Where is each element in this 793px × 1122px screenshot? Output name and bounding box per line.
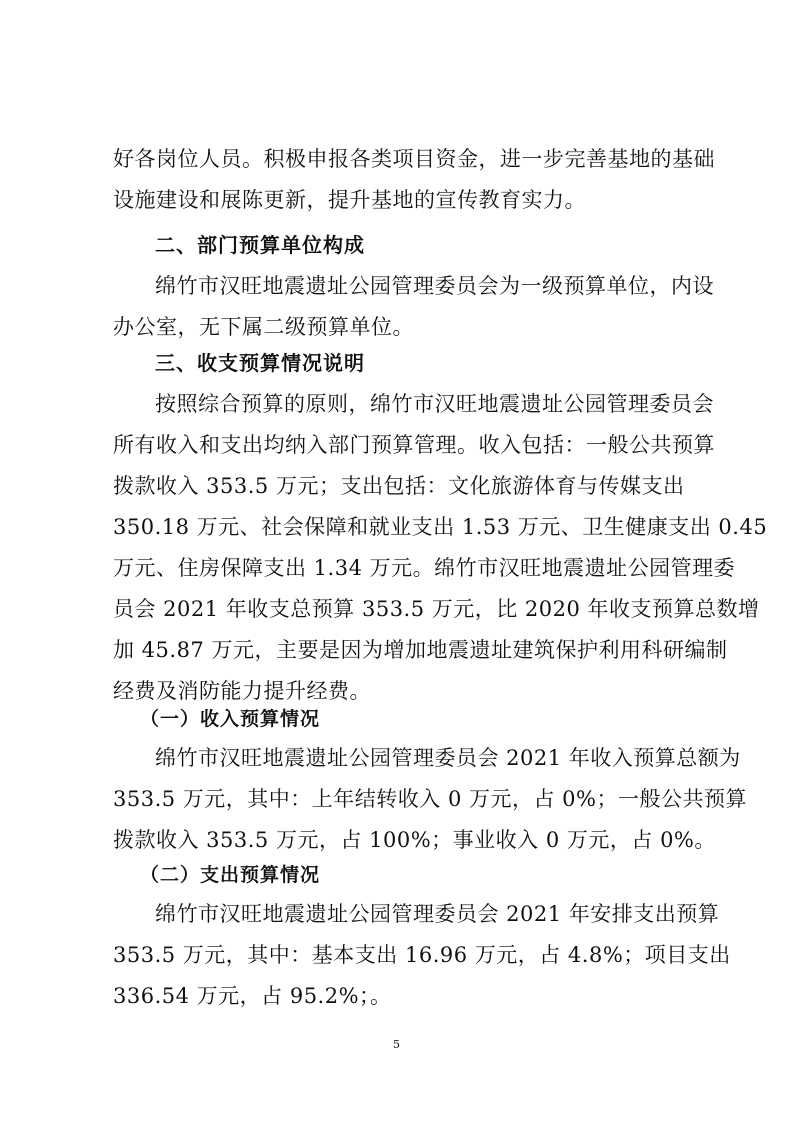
paragraph-line: 员会 2021 年收支总预算 353.5 万元，比 2020 年收支预算总数增 (113, 597, 760, 621)
paragraph-line: 加 45.87 万元，主要是因为增加地震遗址建筑保护利用科研编制 (113, 638, 728, 662)
paragraph-income (113, 738, 747, 861)
paragraph-expenditure (113, 894, 731, 1017)
page-number: 5 (393, 1038, 400, 1051)
paragraph-line: 350.18 万元、社会保障和就业支出 1.53 万元、卫生健康支出 0.45 (113, 515, 768, 539)
paragraph-budget-explanation (113, 384, 768, 712)
paragraph-line: 绵竹市汉旺地震遗址公园管理委员会为一级预算单位，内设 (155, 274, 714, 298)
section-heading-unit-structure: 二、部门预算单位构成 (155, 233, 365, 257)
paragraph-line: 336.54 万元，占 95.2%；。 (113, 984, 392, 1008)
paragraph-line: 办公室，无下属二级预算单位。 (113, 315, 414, 339)
paragraph-line: 按照综合预算的原则，绵竹市汉旺地震遗址公园管理委员会 (155, 392, 714, 416)
paragraph-unit-structure (113, 266, 714, 348)
subsection-heading-income: （一）收入预算情况 (140, 708, 321, 730)
paragraph-line: 万元、住房保障支出 1.34 万元。绵竹市汉旺地震遗址公园管理委 (113, 556, 736, 580)
paragraph-line: 绵竹市汉旺地震遗址公园管理委员会 2021 年安排支出预算 (155, 902, 720, 926)
paragraph-line: 设施建设和展陈更新，提升基地的宣传教育实力。 (113, 188, 586, 212)
paragraph-line: 绵竹市汉旺地震遗址公园管理委员会 2021 年收入预算总额为 (155, 746, 741, 770)
paragraph-line: 353.5 万元，其中：上年结转收入 0 万元，占 0%；一般公共预算 (113, 787, 747, 811)
paragraph-line: 353.5 万元，其中：基本支出 16.96 万元，占 4.8%；项目支出 (113, 943, 731, 967)
subsection-heading-expenditure: （二）支出预算情况 (140, 864, 321, 886)
section-heading-budget-explanation: 三、收支预算情况说明 (155, 351, 365, 375)
paragraph-line: 经费及消防能力提升经费。 (113, 679, 371, 703)
paragraph-line: 拨款收入 353.5 万元，占 100%；事业收入 0 万元，占 0%。 (113, 828, 716, 852)
paragraph-infrastructure (113, 139, 715, 221)
paragraph-line: 所有收入和支出均纳入部门预算管理。收入包括：一般公共预算 (113, 433, 715, 457)
paragraph-line: 好各岗位人员。积极申报各类项目资金，进一步完善基地的基础 (113, 147, 715, 171)
paragraph-line: 拨款收入 353.5 万元；支出包括：文化旅游体育与传媒支出 (113, 474, 685, 498)
